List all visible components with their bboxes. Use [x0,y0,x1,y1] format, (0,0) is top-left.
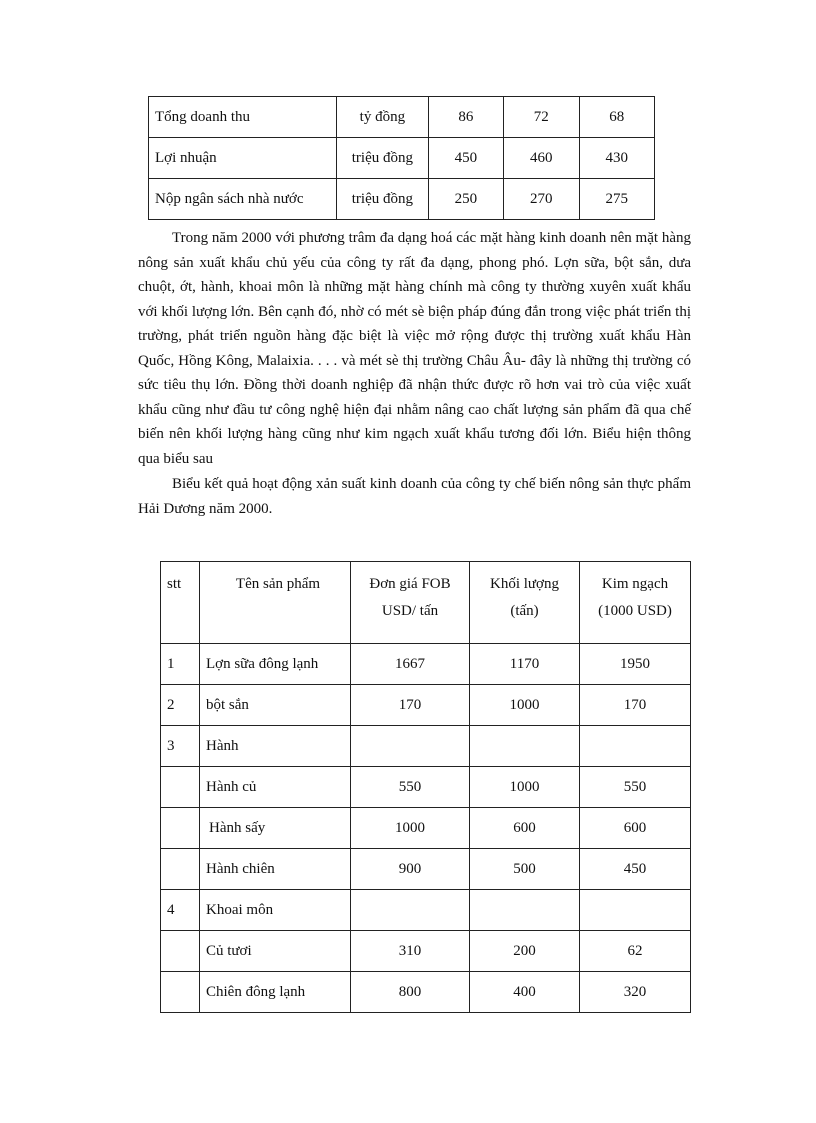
table-row [161,890,691,931]
table-row [149,97,655,138]
value-cell: 270 [504,179,579,220]
volume-cell [470,726,580,767]
volume-cell: 1170 [470,644,580,685]
row-label: Nộp ngân sách nhà nước [149,179,337,220]
value-cell: 250 [428,179,503,220]
product-name: Củ tươi [200,931,351,972]
stt-cell: 4 [161,890,200,931]
header-volume [470,562,580,644]
price-cell: 310 [351,931,470,972]
table-row [161,726,691,767]
stt-cell [161,931,200,972]
value-cell: 600 [580,808,691,849]
price-cell: 1667 [351,644,470,685]
table-row [161,685,691,726]
row-unit: tỷ đồng [337,97,429,138]
price-cell: 900 [351,849,470,890]
volume-cell: 500 [470,849,580,890]
header-volume-line2: (tấn) [510,603,539,619]
value-cell: 72 [504,97,579,138]
header-stt: stt [161,562,200,644]
value-cell: 320 [580,972,691,1013]
table-row [161,972,691,1013]
table-row [161,808,691,849]
volume-cell: 600 [470,808,580,849]
product-name: Hành củ [200,767,351,808]
stt-cell [161,767,200,808]
product-name: Hành chiên [200,849,351,890]
value-cell: 170 [580,685,691,726]
price-cell: 550 [351,767,470,808]
price-cell [351,726,470,767]
volume-cell: 200 [470,931,580,972]
value-cell: 450 [580,849,691,890]
paragraph-text: Trong năm 2000 với phương trâm đa dạng hoá các mặt hàng kinh doanh nên mặt hàng nông sản xuất khẩu chủ yếu của công ty rất đa dạng, phong phó. Lợn sữa, bột sắn, dưa chuột, ớt, hành, khoai môn là những mặt hàng chính mà công ty thường xuyên xuất khẩu với khối lượng lớn. Bên cạnh đó, nhờ có mét sè biện pháp đúng đắn trong việc phát triển thị trường, phát triển nguồn hàng đặc biệt là việc mở rộng được thị trường xuất khẩu Hàn Quốc, Hồng Kông, Malaixia. . . . và mét sè thị trường Châu Âu- đây là những thị trường có sức tiêu thụ lớn. Đồng thời doanh nghiệp đã nhận thức được rõ hơn vai trò của việc xuất khẩu cũng như đầu tư công nghệ hiện đại nhằm nâng cao chất lượng sản phẩm đã qua chế biến nên khối lượng hàng cũng như kim ngạch xuất khẩu tương đối lớn. Biểu hiện thông qua biểu sau [138,230,691,467]
value-cell: 460 [504,138,579,179]
price-cell: 1000 [351,808,470,849]
header-value-line1: Kim ngạch [601,576,669,592]
volume-cell: 1000 [470,685,580,726]
value-cell: 68 [579,97,654,138]
price-cell: 800 [351,972,470,1013]
table-row [161,931,691,972]
header-price-line1: Đơn giá FOB [369,576,451,592]
value-cell: 62 [580,931,691,972]
product-name: Hành [200,726,351,767]
product-name: Khoai môn [200,890,351,931]
header-value-line2: (1000 USD) [598,603,672,619]
stt-cell: 2 [161,685,200,726]
product-name: Chiên đông lạnh [200,972,351,1013]
summary-table [148,96,655,220]
volume-cell: 1000 [470,767,580,808]
stt-cell [161,808,200,849]
header-row [161,562,691,644]
body-paragraph [138,226,691,471]
value-cell [580,726,691,767]
table-row [161,644,691,685]
row-unit: triệu đồng [337,179,429,220]
product-name: Hành sấy [200,808,351,849]
table-row [161,767,691,808]
value-cell: 1950 [580,644,691,685]
header-volume-line1: Khối lượng [490,576,559,592]
product-table [160,561,691,1013]
table-row [149,138,655,179]
table-caption [138,472,691,521]
value-cell: 275 [579,179,654,220]
volume-cell: 400 [470,972,580,1013]
row-unit: triệu đồng [337,138,429,179]
value-cell: 430 [579,138,654,179]
product-name: bột sắn [200,685,351,726]
header-name: Tên sản phẩm [200,562,351,644]
value-cell: 450 [428,138,503,179]
value-cell: 86 [428,97,503,138]
price-cell: 170 [351,685,470,726]
row-label: Lợi nhuận [149,138,337,179]
table-row [149,179,655,220]
stt-cell: 1 [161,644,200,685]
stt-cell: 3 [161,726,200,767]
volume-cell [470,890,580,931]
header-price [351,562,470,644]
header-price-line2: USD/ tấn [381,603,439,619]
row-label: Tổng doanh thu [149,97,337,138]
value-cell [580,890,691,931]
value-cell: 550 [580,767,691,808]
stt-cell [161,972,200,1013]
caption-text: Biểu kết quả hoạt động xản suất kinh doanh của công ty chế biến nông sản thực phẩm Hải Dương năm 2000. [138,476,691,517]
product-name: Lợn sữa đông lạnh [200,644,351,685]
table-row [161,849,691,890]
stt-cell [161,849,200,890]
header-value [580,562,691,644]
price-cell [351,890,470,931]
